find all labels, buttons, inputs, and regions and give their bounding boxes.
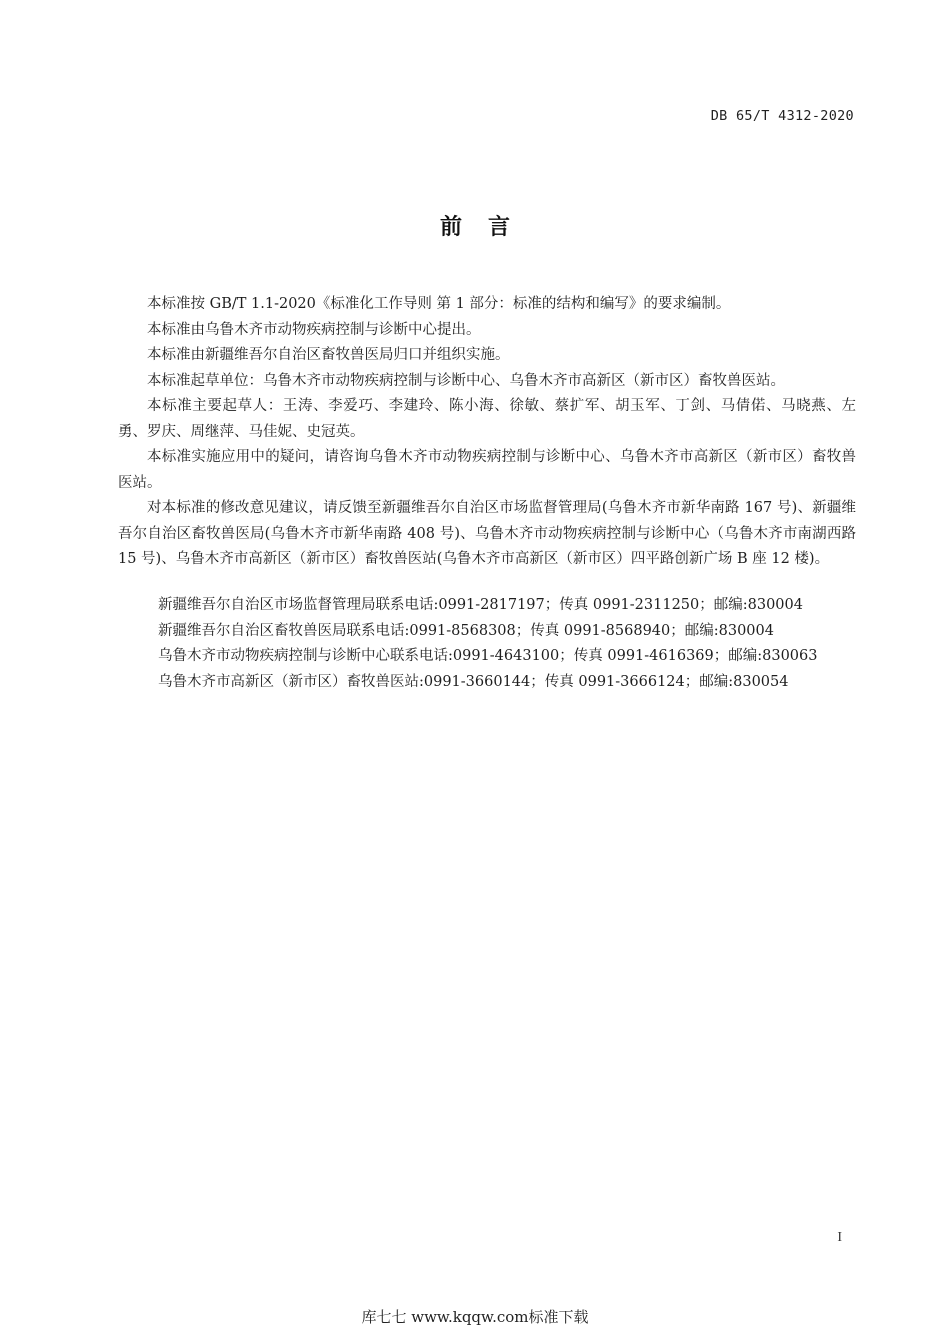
foreword-body [118,292,856,573]
contact-line: 乌鲁木齐市动物疾病控制与诊断中心联系电话:0991-4643100；传真 0991-4616369；邮编:830063 [158,648,818,664]
document-code: DB 65/T 4312-2020 [710,108,854,124]
paragraph-inquiries: 本标准实施应用中的疑问，请咨询乌鲁木齐市动物疾病控制与诊断中心、乌鲁木齐市高新区（新市区）畜牧兽医站。 [118,449,856,491]
paragraph-feedback: 对本标准的修改意见建议，请反馈至新疆维吾尔自治区市场监督管理局(乌鲁木齐市新华南路 167 号)、新疆维吾尔自治区畜牧兽医局(乌鲁木齐市新华南路 408 号)、乌鲁木齐市动物疾病控制与诊断中心（乌鲁木齐市南湖西路 15 号)、乌鲁木齐市高新区（新市区）畜牧兽医站(乌鲁木齐市高新区（新市区）四平路创新广场 B 座 12 楼)。 [118,500,856,567]
page-title: 前言 [439,215,536,240]
contact-line: 新疆维吾尔自治区畜牧兽医局联系电话:0991-8568308；传真 0991-8568940；邮编:830004 [158,622,774,639]
paragraph-drafting-units: 本标准起草单位：乌鲁木齐市动物疾病控制与诊断中心、乌鲁木齐市高新区（新市区）畜牧兽医站。 [147,372,785,389]
page-number: I [837,1230,842,1245]
paragraph-drafters: 本标准主要起草人：王涛、李爱巧、李建玲、陈小海、徐敏、蔡扩军、胡玉军、丁剑、马倩偌、马晓燕、左勇、罗庆、周继萍、马佳妮、史冠英。 [118,398,856,440]
paragraph-administrator: 本标准由新疆维吾尔自治区畜牧兽医局归口并组织实施。 [147,347,510,363]
contact-list [118,593,856,695]
paragraph-drafting-rules: 本标准按 GB/T 1.1-2020《标准化工作导则 第 1 部分：标准的结构和编写》的要求编制。 [147,296,731,312]
contact-line: 乌鲁木齐市高新区（新市区）畜牧兽医站:0991-3660144；传真 0991-3666124；邮编:830054 [158,673,789,690]
paragraph-proposer: 本标准由乌鲁木齐市动物疾病控制与诊断中心提出。 [147,321,481,338]
footer-watermark: 库七七 www.kqqw.com标准下载 [361,1308,589,1326]
contact-line: 新疆维吾尔自治区市场监督管理局联系电话:0991-2817197；传真 0991-2311250；邮编:830004 [158,597,803,613]
